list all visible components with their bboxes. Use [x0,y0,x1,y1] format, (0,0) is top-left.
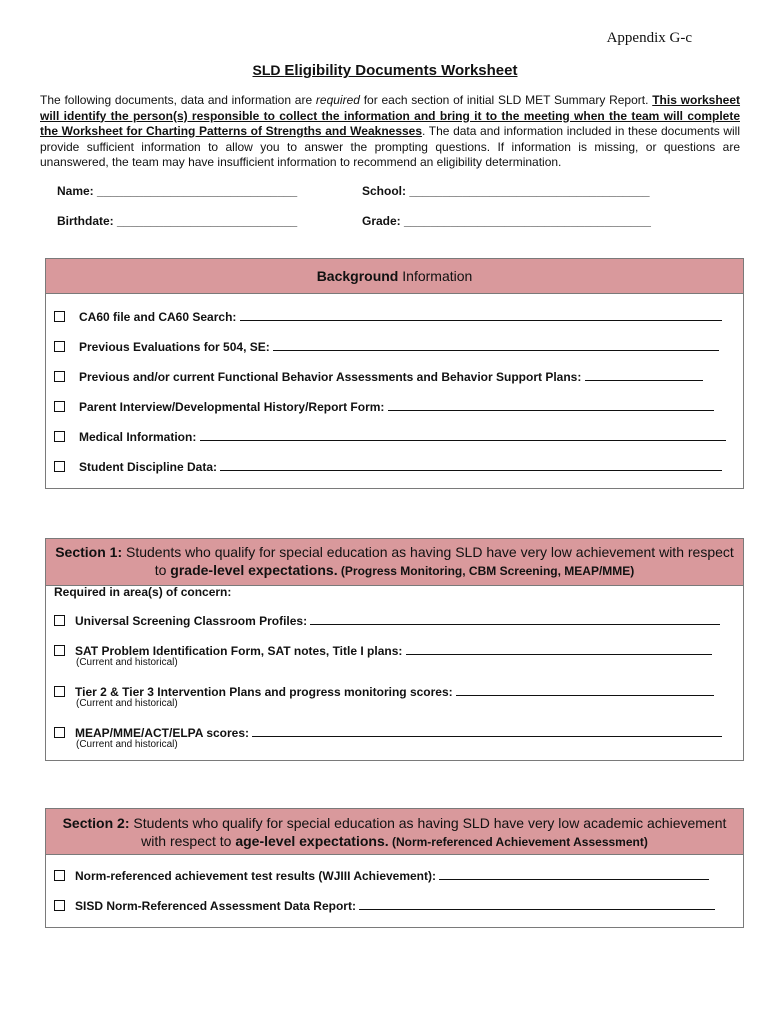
section1-bold2: grade-level expectations. [170,562,338,578]
s1-note: (Current and historical) [76,739,178,750]
bg-item-ca60 [54,309,735,324]
section1-paren: (Progress Monitoring, CBM Screening, MEAP/MME) [337,564,635,578]
checkbox[interactable] [54,727,65,738]
background-head-bold: Background [316,268,399,284]
checkbox[interactable] [54,870,65,881]
s2-item-label: Norm-referenced achievement test results (WJIII Achievement): [75,869,437,883]
checkbox[interactable] [54,461,65,472]
title-prefix: SLD [252,62,281,78]
school-field[interactable]: School: ____________________________________ [362,184,650,198]
background-header [46,259,743,294]
section1-text2: to [154,562,171,578]
appendix-label: Appendix G-c [606,30,692,46]
checkbox[interactable] [54,371,65,382]
s1-item-sat [54,643,735,658]
section2-bold2: age-level expectations. [235,833,389,849]
checkbox[interactable] [54,645,65,656]
fill-line[interactable] [406,643,712,655]
intro-part1: The following documents, data and information are [40,93,316,107]
fill-line[interactable] [310,613,720,625]
section2-line2 [46,832,743,851]
fill-line[interactable] [220,459,722,471]
fill-line[interactable] [439,868,709,880]
name-field[interactable]: Name: ______________________________ [57,184,298,198]
fill-line[interactable] [252,725,722,737]
bg-item-label: Parent Interview/Developmental History/Report Form: [79,400,385,414]
section1-label: Section 1: [55,544,123,560]
background-box [45,258,744,489]
section1-line1 [46,543,743,561]
checkbox[interactable] [54,615,65,626]
fill-line[interactable] [456,684,714,696]
required-label: Required in area(s) of concern: [54,585,232,599]
birthdate-field[interactable]: Birthdate: ___________________________ [57,214,298,228]
s2-item-label: SISD Norm-Referenced Assessment Data Report: [75,899,356,913]
intro-emphasis: This worksheet will identify the person(s) responsible to collect the information and bring it to the meeting when the team will complete the Worksheet for Charting Patterns of Strengths and Weaknesses [40,93,741,138]
bg-item-label: Student Discipline Data: [79,460,218,474]
checkbox[interactable] [54,900,65,911]
fill-line[interactable] [359,898,715,910]
section1-line2 [46,561,743,580]
s1-item-label: SAT Problem Identification Form, SAT notes, Title I plans: [75,644,403,658]
bg-item-label: Previous and/or current Functional Behavior Assessments and Behavior Support Plans: [79,370,582,384]
section2-text1: Students who qualify for special education as having SLD have very low academic achievement [129,815,727,831]
title-main: Eligibility Documents Worksheet [284,62,518,79]
s1-item-tier [54,684,735,699]
checkbox[interactable] [54,401,65,412]
s2-item-wjiii [54,868,735,883]
s1-item-meap [54,725,735,740]
page-title [0,62,770,79]
section2-text2: with respect to [141,833,236,849]
section2-line1 [46,814,743,832]
section2-header [46,809,743,855]
fill-line[interactable] [585,369,703,381]
section2-box [45,808,744,928]
fill-line[interactable] [240,309,722,321]
fill-line[interactable] [273,339,719,351]
s1-item-universal [54,613,735,628]
bg-item-discipline [54,459,735,474]
intro-required: required [315,93,360,107]
bg-item-parent-interview [54,399,735,414]
s1-item-label: Universal Screening Classroom Profiles: [75,614,308,628]
s1-note: (Current and historical) [76,698,178,709]
bg-item-medical [54,429,735,444]
bg-item-prev-eval [54,339,735,354]
background-head-rest: Information [398,268,473,284]
section1-box [45,538,744,761]
bg-item-label: CA60 file and CA60 Search: [79,310,237,324]
checkbox[interactable] [54,311,65,322]
intro-paragraph [40,93,740,171]
s2-item-sisd [54,898,735,913]
checkbox[interactable] [54,686,65,697]
fill-line[interactable] [200,429,726,441]
s1-item-label: Tier 2 & Tier 3 Intervention Plans and progress monitoring scores: [75,685,453,699]
checkbox[interactable] [54,431,65,442]
intro-part3: . The data and information included in these documents will provide sufficient information to allow you to answer the prompting questions. If information is missing, or questions are unanswered, the team may have insufficient information to recommend an eligibility determination. [40,124,740,169]
checkbox[interactable] [54,341,65,352]
bg-item-label: Previous Evaluations for 504, SE: [79,340,270,354]
fill-line[interactable] [388,399,714,411]
section1-header [46,539,743,586]
intro-part2: for each section of initial SLD MET Summary Report. [359,93,653,107]
bg-item-fba [54,369,735,384]
section2-label: Section 2: [62,815,130,831]
s1-item-label: MEAP/MME/ACT/ELPA scores: [75,726,250,740]
section2-paren: (Norm-referenced Achievement Assessment) [388,835,648,849]
bg-item-label: Medical Information: [79,430,197,444]
s1-note: (Current and historical) [76,657,178,668]
section1-text1: Students who qualify for special education as having SLD have very low achievement with respect [122,544,734,560]
grade-field[interactable]: Grade: _____________________________________ [362,214,651,228]
